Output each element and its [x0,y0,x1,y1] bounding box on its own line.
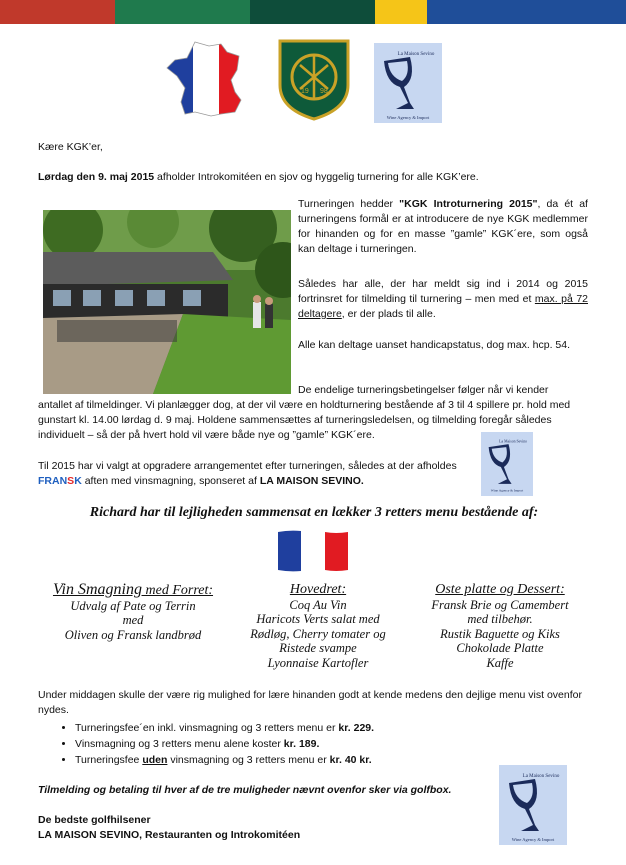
para-priority [298,277,588,322]
menu-starter-head-big: Vin Smagning [52,581,142,598]
para-conditions: antallet af tilmeldinger. Vi planlægger dog, at der vil være en holdturnering bestående af 3 til 4 spillere pr. hold med gunstart kl. 14.00 lørdag d. 9 maj. Holdene sammensættes af turneringsledelsen, og tilmelding foregår således individuelt – så der på hvert hold vil være både nye og ”gamle” KGK´ere. [38,399,571,441]
price-item-amount: kr. 229. [338,722,375,734]
menu-main-line: Coq Au Vin [289,597,347,612]
stripe-green [115,0,250,24]
france-map-icon [165,40,247,120]
greeting: Kære KGK’er, [38,141,103,153]
price-item [75,720,374,736]
menu-main-line: Rødløg, Cherry tomater og [250,626,386,641]
wine-logo-brand: La Maison Sevino [397,52,435,57]
para-conditions-start: De endelige turneringsbetingelser følger når vi kender [298,384,549,396]
intro-date: Lørdag den 9. maj 2015 [38,171,155,183]
menu-main-line: Ristede svampe [279,641,357,655]
menu-starter-line: med [122,613,144,627]
wine-logo-brand: La Maison Sevino [499,439,528,444]
menu-main [228,583,408,670]
wine-logo-tagline: Wine Agency & Import [490,488,524,493]
stripe-yellow [375,0,427,24]
menu-dessert-line: Fransk Brie og Camembert [431,597,569,612]
wine-logo-bottom [499,765,567,845]
wine-glass-icon [374,43,442,123]
price-list [55,720,374,768]
french-flag-icon [278,528,348,574]
menu-dessert-line: Rustik Baguette og Kiks [440,626,560,641]
sponsor-name: LA MAISON SEVINO. [259,475,364,487]
stripe-darkgreen [250,0,375,24]
crest-year-right: 98 [320,88,328,95]
menu-dessert [410,583,590,670]
price-item-underline: uden [142,754,168,766]
price-item-text: Turneringsfee´en inkl. vinsmagning og 3 retters menu er [75,722,339,734]
p1-text-b: , da ét af turneringens formål er at introducere de nye KGK medlemmer for hinanden og for en masse ”gamle” KGK´ere, som også kan deltage i turneringen. [298,198,588,255]
intro-line [38,170,479,185]
price-item [75,752,374,768]
upgrade-text-a: Til 2015 har vi valgt at opgradere arrangementet efter turneringen, således at der afholdes [38,460,457,472]
menu-dessert-line: med tilbehør. [467,612,533,626]
wine-logo-middle [481,432,533,496]
menu-starter-line: Udvalg af Pate og Terrin [70,598,196,613]
fransk-red-s: S [67,475,75,487]
header-stripes [0,0,626,24]
menu-starter-heading [38,583,228,599]
max-participants: max. på 72 deltagere [298,293,588,320]
menu-main-line: Haricots Verts salat med [256,612,380,626]
fransk-blue-k: K [74,475,82,487]
signup-info: Tilmelding og betaling til hver af de tre muligheder nævnt ovenfor sker via golfbox. [38,784,452,796]
menu-main-heading: Hovedret: [289,582,347,597]
price-item-text: vinsmagning og 3 retters menu er [167,754,330,766]
price-item-amount: kr. 189. [283,738,320,750]
p2-text-a: Således har alle, der har meldt sig ind i 2014 og 2015 fortrinsret for tilmelding til turnering – men med et [298,278,588,305]
wine-glass-icon [499,765,567,845]
p2-text-b: , er der plads til alle. [341,308,436,320]
intro-rest: afholder Introkomitéen en sjov og hyggelig turnering for alle KGK’ere. [154,171,479,183]
menu-dessert-line: Chokolade Platte [456,641,544,655]
closing-greeting: De bedste golfhilsener [38,814,151,826]
p1-text-a: Turneringen hedder [298,198,400,210]
para-tournament-name [298,197,588,257]
menu-title: Richard har til lejligheden sammensat en lækker 3 retters menu bestående af: [89,505,539,520]
price-item-text: Turneringsfee [75,754,143,766]
wine-glass-icon [481,432,533,496]
price-item-text: Vinsmagning og 3 retters menu alene koster [75,738,284,750]
stripe-blue [427,0,626,24]
menu-starter [38,583,228,642]
wine-logo-tagline: Wine Agency & Import [386,115,430,120]
price-item-amount: kr. 40 kr. [329,754,372,766]
wine-logo-tagline: Wine Agency & Import [511,837,555,842]
signature: LA MAISON SEVINO, Restauranten og Introkomitéen [38,829,301,841]
fransk-blue: FRAN [38,475,68,487]
menu-dessert-line: Kaffe [486,655,514,670]
wine-logo-top [374,43,442,123]
stripe-red [0,0,115,24]
price-item [75,736,374,752]
menu-starter-head-small: med Forret: [142,583,214,598]
tournament-name: "KGK Introturnering 2015" [399,198,538,210]
upgrade-text-b: aften med vinsmagning, sponseret af [81,475,260,487]
clubhouse-photo [43,210,291,394]
menu-starter-line: Oliven og Fransk landbrød [64,627,202,642]
wine-logo-brand: La Maison Sevino [522,774,560,779]
menu-dessert-heading: Oste platte og Dessert: [435,582,565,597]
crest-year-left: 19 [301,88,309,95]
menu-main-line: Lyonnaise Kartofler [267,655,369,670]
club-crest-icon [274,37,354,121]
para-upgrade [38,459,458,489]
para-handicap: Alle kan deltage uanset handicapstatus, dog max. hcp. 54. [298,339,571,351]
para-dinner: Under middagen skulle der være rig mulighed for lære hinanden godt at kende medens den dejlige menu vist ovenfor nydes. [38,689,582,716]
